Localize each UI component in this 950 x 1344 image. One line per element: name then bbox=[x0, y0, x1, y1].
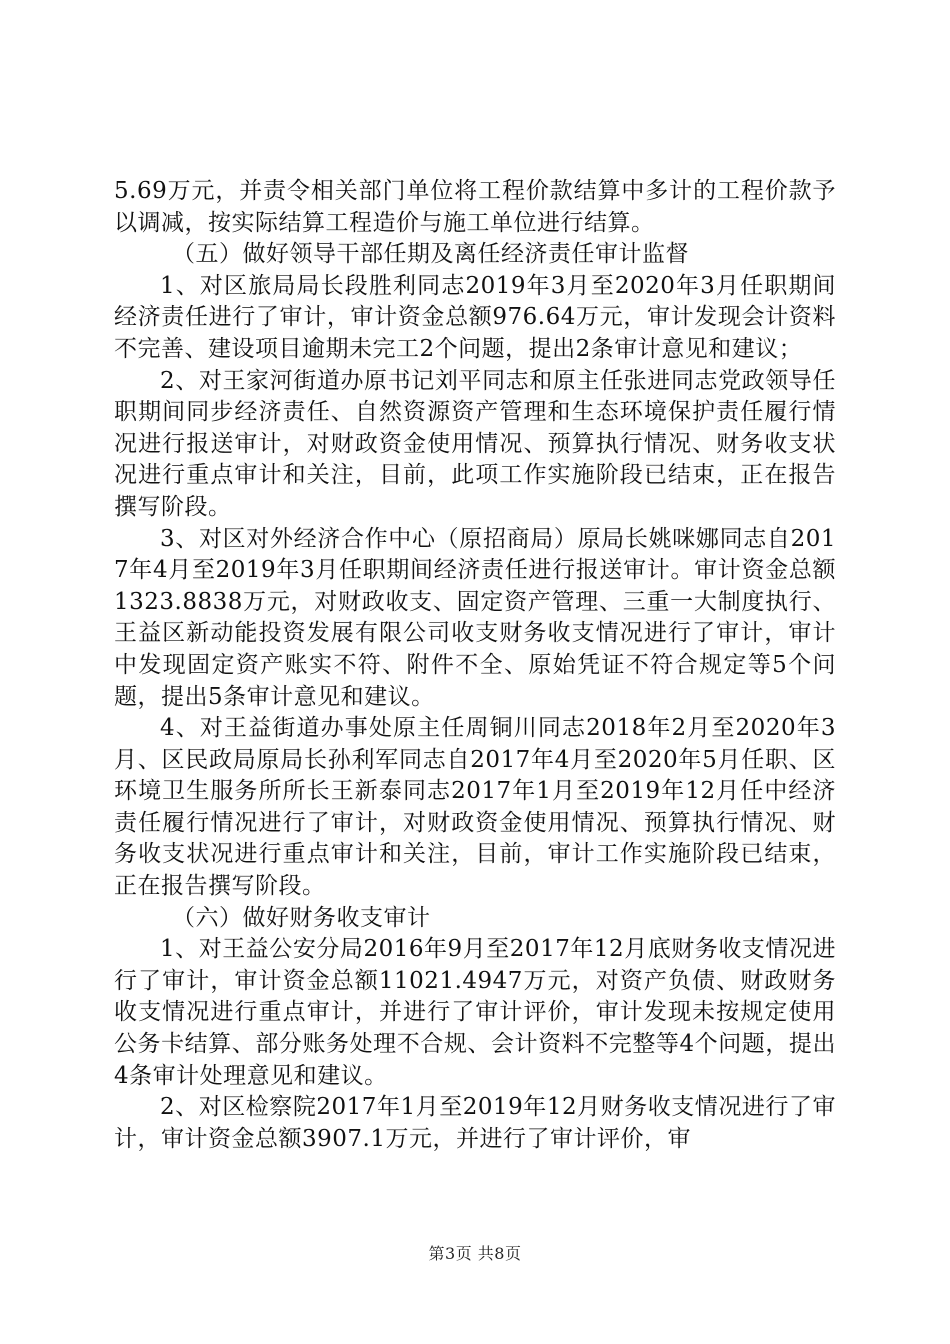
paragraph-item-audit-1: 1、对王益公安分局2016年9月至2017年12月底财务收支情况进行了审计，审计资金总额11021.4947万元，对资产负债、财政财务收支情况进行重点审计，并进行了审计评价，审计发现未按规定使用公务卡结算、部分账务处理不合规、会计资料不完整等4个问题，提出4条审计处理意见和建议。 bbox=[114, 936, 836, 1089]
paragraph-item-1: 1、对区旅局局长段胜利同志2019年3月至2020年3月任职期间经济责任进行了审计，审计资金总额976.64万元，审计发现会计资料不完善、建设项目逾期未完工2个问题，提出2条审计意见和建议； bbox=[114, 272, 836, 362]
paragraph-item-3: 3、对区对外经济合作中心（原招商局）原局长姚咪娜同志自2017年4月至2019年3月任职期间经济责任进行报送审计。审计资金总额1323.8838万元，对财政收支、固定资产管理、三重一大制度执行、王益区新动能投资发展有限公司收支财务收支情况进行了审计，审计中发现固定资产账实不符、附件不全、原始凭证不符合规定等5个问题，提出5条审计意见和建议。 bbox=[114, 525, 836, 710]
section-heading-five: （五）做好领导干部任期及离任经济责任审计监督 bbox=[172, 241, 689, 268]
document-body bbox=[114, 176, 836, 1155]
section-heading-six: （六）做好财务收支审计 bbox=[172, 904, 431, 931]
page-footer: 第3页 共8页 bbox=[428, 1244, 522, 1263]
paragraph-item-2: 2、对王家河街道办原书记刘平同志和原主任张进同志党政领导任职期间同步经济责任、自然资源资产管理和生态环境保护责任履行情况进行报送审计，对财政资金使用情况、预算执行情况、财务收支状况进行重点审计和关注，目前，此项工作实施阶段已结束，正在报告撰写阶段。 bbox=[114, 367, 836, 520]
paragraph-continuation: 5.69万元，并责令相关部门单位将工程价款结算中多计的工程价款予以调减，按实际结算工程造价与施工单位进行结算。 bbox=[114, 178, 836, 236]
paragraph-item-4: 4、对王益街道办事处原主任周铜川同志2018年2月至2020年3月、区民政局原局长孙利军同志自2017年4月至2020年5月任职、区环境卫生服务所所长王新泰同志2017年1月至2019年12月任中经济责任履行情况进行了审计，对财政资金使用情况、预算执行情况、财务收支状况进行重点审计和关注，目前，审计工作实施阶段已结束，正在报告撰写阶段。 bbox=[114, 715, 836, 900]
paragraph-item-audit-2: 2、对区检察院2017年1月至2019年12月财务收支情况进行了审计，审计资金总额3907.1万元，并进行了审计评价，审 bbox=[114, 1094, 836, 1152]
